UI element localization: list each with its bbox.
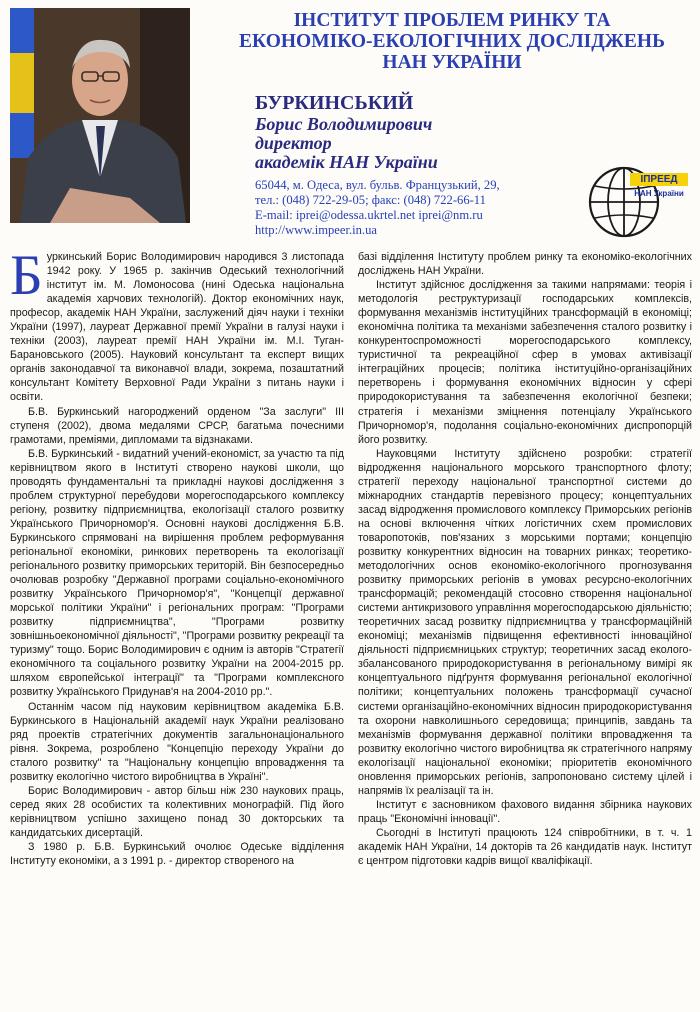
article-column-left (10, 244, 344, 868)
contact-block (255, 178, 585, 238)
paragraph: З 1980 р. Б.В. Буркинський очолює Одеське відділення Інституту економіки, а з 1991 р. - директор створеного на (10, 840, 344, 868)
director-portrait-photo (10, 8, 190, 223)
logo-label (630, 173, 688, 199)
institute-title-line-2: ЕКОНОМІКО-ЕКОЛОГІЧНИХ ДОСЛІДЖЕНЬ (239, 31, 665, 52)
director-academic-title: академік НАН України (255, 152, 438, 172)
paragraph: Науковцями Інституту здійснено розробки: стратегії відродження національного морського транспортного флоту; стратегії переходу національної транспортної системи до міжнародних стандартів перевізного процесу; концептуальних засад відродження промислового комплексу Приморських регіонів на основі включення чітких логістичних схем промислових товаропотоків, пов'язаних з морськими портами; концепцію розвитку конкурентних відносин на товарних ринках; теоретико-методологічних основ економіко-екологічного прогнозування розвитку приморських регіонів в умовах ресурсно-екологічних трансформацій; рекомендацій стосовно створення національної системи антикризового управління морегосподарською діяльністю; теоретичних засад розвитку підприємництва у трансформаційній економіці; механізмів підвищення ефективності інноваційної діяльності підприємницьких структур; теоретичних засад еколого-збалансованого природокористування в регіональному вимірі як концептуального підґрунтя формування регіональної екологічної політики; концептуальних положень трансформації сучасної системи організаційно-економічних відносин природокористування та охорони навколишнього середовища; принципів, завдань та механізмів формування державної політики впровадження та розвитку екологічно чистого виробництва як стратегічного напряму екологізації національної економіки; пріоритетів економічного оновлення приморських регіонів, запропоновано систему цілей і напрямів їх реалізації та ін. (358, 447, 692, 797)
drop-cap-letter: Б (10, 244, 43, 307)
paragraph: базі відділення Інституту проблем ринку та економіко-екологічних досліджень НАН України. (358, 251, 692, 278)
director-surname: БУРКИНСЬКИЙ (255, 92, 414, 114)
contact-address: 65044, м. Одеса, вул. бульв. Французький, 29, (255, 178, 500, 192)
flag-yellow-stripe (10, 53, 34, 113)
contact-website-link[interactable]: http://www.impeer.in.ua (255, 223, 377, 237)
institute-title-line-1: ІНСТИТУТ ПРОБЛЕМ РИНКУ ТА (293, 10, 611, 31)
contact-phone: тел.: (048) 722-29-05; факс: (048) 722-66-11 (255, 193, 486, 207)
paragraph: Сьогодні в Інституті працюють 124 співробітники, в т. ч. 1 академік НАН України, 14 докторів та 26 кандидатів наук. Інститут є центром підготовки кадрів вищої кваліфікації. (358, 826, 692, 868)
paragraph: Б.В. Буркинський - видатний учений-економіст, за участю та під керівництвом якого в Інституті створено наукові школи, що проводять фундаментальні та прикладні наукові дослідження з проблем структурної перебудови морегосподарського комплексу регіону, розвитку підприємництва, екологізації сталого розвитку Українського Причорномор'я. Основні наукові дослідження Б.В. Буркинського спрямовані на вирішення проблем реформування регіональної економіки, ринкових перетворень та екологізації регіонального розвитку приморських територій. Він безпосередньо очолював розробку "Державної програми соціально-економічного розвитку Українського Причорномор'я", "Концепції державної морської політики України" і регіональних програм: "Програми розвитку підприємництва", "Програми розвитку зовнішньоекономічної діяльності", "Програми розвитку рекреації та туризму" тощо. Борис Володимирович є одним із авторів "Стратегії економічного та соціального розвитку України на 2004-2015 рр. шляхом європейської інтеграції" та "Програми комплексного розвитку Українського Придунав'я на 2004-2010 рр.". (10, 447, 344, 699)
institute-title-line-3: НАН УКРАЇНИ (382, 52, 522, 73)
paragraph: Б.В. Буркинський нагороджений орденом "За заслуги" ІІІ ступеня (2002), двома медалями СРСР, багатьма почесними грамотами, преміями, дипломами та відзнаками. (10, 405, 344, 446)
director-info (255, 92, 595, 172)
contact-email[interactable]: E-mail: iprei@odessa.ukrtel.net iprei@nm.ru (255, 208, 483, 222)
paragraph: Інститут здійснює дослідження за такими напрямами: теорія і методологія реструктуризації господарських комплексів, формування механізмів інституційних трансформацій в економіці; економічна політика та механізми забезпечення сталого розвитку і конкурентоспроможності морегосподарського комплексу, туристичної та рекреаційної сфер в умовах активізації інтеграційних процесів; політика інституційно-організаційних перетворень і формування економічних відносин у сфері природокористування та забезпечення екологічної безпеки; стратегія і механізми зміцнення потенціалу Українського Причорномор'я, подолання соціально-економічних диспропорцій його розвитку. (358, 279, 692, 446)
director-given-name: Борис Володимирович (255, 114, 433, 134)
director-position: директор (255, 133, 332, 153)
paragraph: Інститут є засновником фахового видання збірника наукових праць "Економічні інновації". (358, 798, 692, 825)
article-column-right (358, 250, 692, 868)
logo-subtitle: НАН України (634, 189, 684, 198)
paragraph: Борис Володимирович - автор більш ніж 230 наукових праць, серед яких 28 особистих та колективних монографій. Під його керівництвом успішно захищено понад 30 докторських та кандидатських дисертацій. (10, 784, 344, 839)
portrait-illustration (10, 8, 190, 223)
paragraph: Останнім часом під науковим керівництвом академіка Б.В. Буркинського в Національній академії наук України реалізовано ряд проектів стратегічних документів загальнонаціонального рівня. Зокрема, розроблено "Концепцію переходу України до сталого розвитку" та "Національну концепцію впровадження та розвитку екологічно чистого виробництва в Україні". (10, 700, 344, 783)
logo-abbreviation: ІПРЕЕД (630, 173, 688, 186)
paragraph-text: уркинський Борис Володимирович народився 3 листопада 1942 року. У 1965 р. закінчив Одеський технологічний інститут ім. М. Ломоносова (нині Одеська національна академія харчових технологій). Доктор економічних наук, професор, академік НАН України, заслужений діяч науки і техніки України (1997), лауреат Державної премії України в галузі науки і техніки (2003), лауреат премії НАН України ім. М.І. Туган-Барановського (2005). Науковий консультант та експерт вищих органів законодавчої та виконавчої влади, зокрема, позаштатний консультант Комітету Верховної Ради України з питань науки і освіти. (10, 251, 344, 404)
paragraph (10, 244, 344, 405)
institute-title (210, 10, 694, 73)
